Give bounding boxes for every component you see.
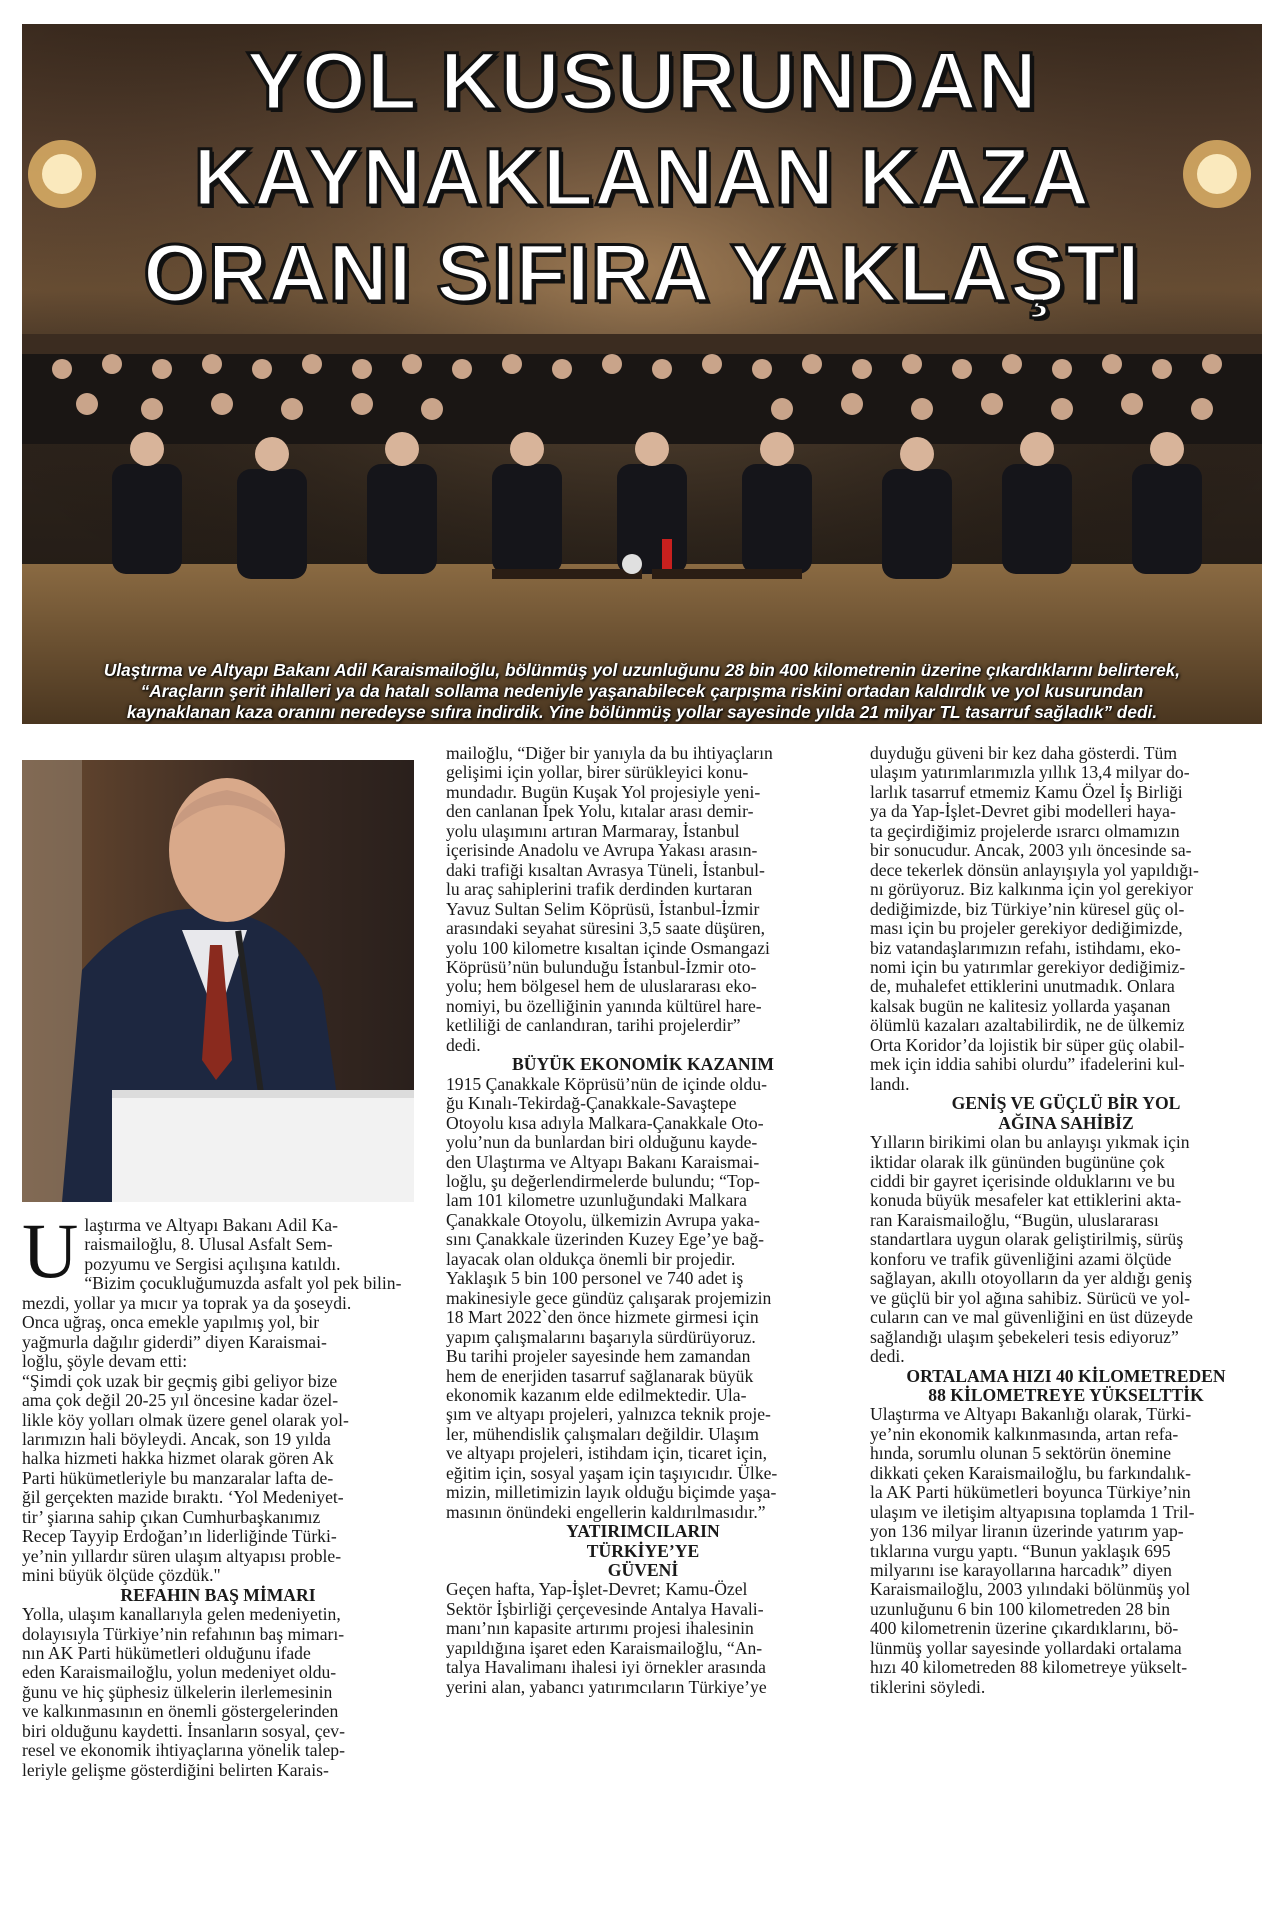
text-line: Bu tarihi projeler sayesinde hem zamandan — [446, 1346, 751, 1367]
text-line: talya Havalimanı ihalesi iyi örnekler arasında — [446, 1657, 766, 1678]
text-line: tiklerini söyledi. — [870, 1676, 986, 1697]
text-line: lu araç sahiplerini trafik derdinden kurtaran — [446, 879, 753, 900]
text-line: ulaşım yatırımlarımızla yıllık 13,4 milyar do- — [870, 762, 1190, 783]
text-line: mizin, milletimizin layık olduğu biçimde yaşa- — [446, 1482, 777, 1503]
text-line: Otoyolu kısa adıyla Malkara-Çanakkale Oto- — [446, 1112, 764, 1133]
text-line: loğlu, şöyle devam etti: — [22, 1351, 188, 1372]
text-line: biz vatandaşlarımızın refahı, istihdamı, eko- — [870, 937, 1181, 958]
text-line: hızı 40 kilometreden 88 kilometreye yükselt- — [870, 1657, 1188, 1678]
subheading: REFAHIN BAŞ MİMARI — [120, 1584, 316, 1605]
paragraph — [22, 1605, 414, 1780]
text-line: konuda büyük mesafeler kat ettiklerini akta- — [870, 1190, 1182, 1211]
text-line: şım ve altyapı projeleri, yalnızca teknik proje- — [446, 1404, 771, 1425]
paragraph — [446, 744, 840, 1055]
paragraph — [870, 1405, 1262, 1697]
text-line: laştırma ve Altyapı Bakanı Adil Ka- — [84, 1215, 338, 1235]
text-line: daki trafiği kısaltan Avrasya Tüneli, İstanbul- — [446, 859, 765, 880]
text-line: Ulaştırma ve Altyapı Bakanlığı olarak, Türki- — [870, 1404, 1192, 1425]
text-line: arasındaki seyahat süresini 3,5 saate düşüren, — [446, 918, 766, 939]
article-column-1 — [22, 1207, 414, 1780]
text-line: ması için bu projeler gerekiyor dediğimizde, — [870, 918, 1183, 939]
text-line: resel ve ekonomik ihtiyaçlarına yönelik talep- — [22, 1740, 345, 1761]
text-line: layacak olan oldukça önemli bir projedir. — [446, 1248, 736, 1269]
text-line: ta geçirdiğimiz projelerde ısrarcı olmamızın — [870, 820, 1180, 841]
text-line: masının önündeki engellerin kaldırılmasıdır.” — [446, 1501, 766, 1522]
text-line: Köprüsü’nün bulunduğu İstanbul-İzmir oto- — [446, 956, 757, 977]
text-line: hem de enerjiden tasarruf sağlanarak büyük — [446, 1365, 754, 1386]
text-line: nomiyi, bu özelliğinin yanında kültürel hare- — [446, 995, 762, 1016]
text-line: ve kalkınmasının en önemli göstergelerinden — [22, 1701, 339, 1722]
text-line: yon 136 milyar liranın üzerinde yatırım yap- — [870, 1521, 1184, 1542]
text-line: Karaismailoğlu, 2003 yılındaki bölünmüş yol — [870, 1579, 1191, 1600]
text-line: larlık tasarruf etmemiz Kamu Özel İş Birliği — [870, 781, 1183, 802]
text-line: Orta Koridor’da lojistik bir süper güç olabil- — [870, 1034, 1185, 1055]
text-line: halka hizmeti hakka hizmet olarak gören Ak — [22, 1448, 334, 1469]
text-line: standartlara uygun olarak geliştirilmiş, sürüş — [870, 1229, 1184, 1250]
photo-caption — [22, 660, 1262, 724]
text-line: “Şimdi çok uzak bir geçmiş gibi geliyor bize — [22, 1370, 338, 1391]
text-line: Parti hükümetleriyle bu manzaralar lafta de- — [22, 1467, 334, 1488]
subheading: AĞINA SAHİBİZ — [998, 1112, 1134, 1133]
text-line: mailoğlu, “Diğer bir yanıyla da bu ihtiyaçların — [446, 743, 773, 763]
text-line: de, muhalefet ettiklerini unutmadık. Onlara — [870, 976, 1175, 997]
text-line: Yolla, ulaşım kanallarıyla gelen medeniyetin, — [22, 1604, 341, 1625]
subheading: GÜVENİ — [607, 1560, 679, 1581]
text-line: ekonomik kazanım elde edilmektedir. Ula- — [446, 1384, 747, 1405]
text-line: dikkati çeken Karaismailoğlu, bu farkındalık- — [870, 1462, 1191, 1483]
subheading: ORTALAMA HIZI 40 KİLOMETREDEN — [906, 1365, 1226, 1386]
text-line: Çanakkale Otoyolu, ülkemizin Avrupa yaka- — [446, 1209, 760, 1230]
paragraph — [22, 1274, 414, 1585]
text-line: pozyumu ve Sergisi açılışına katıldı. — [84, 1253, 341, 1274]
text-line: sını Çanakkale üzerinden Kuzey Ege’ye bağ- — [446, 1229, 765, 1250]
text-line: nın AK Parti hükümetleri olduğunu ifade — [22, 1642, 311, 1663]
text-line: biri olduğunu kaydetti. İnsanların sosyal, çev- — [22, 1720, 345, 1741]
text-line: mek için iddia sahibi olurdu” ifadelerini kul- — [870, 1054, 1185, 1075]
subheading: TÜRKİYE’YE — [586, 1540, 700, 1561]
text-line: likle köy yolları olmak üzere genel olarak yol- — [22, 1409, 349, 1430]
text-line: yolu 100 kilometre kısaltan içinde Osmangazi — [446, 937, 770, 958]
text-line: tıklarına vurgu yaptı. “Bunun yaklaşık 695 — [870, 1540, 1171, 1561]
text-line: sağlandığı ulaşım şebekeleri tesis ediyoruz” — [870, 1326, 1179, 1347]
text-line: Yavuz Sultan Selim Köprüsü, İstanbul-İzmir — [446, 898, 760, 919]
text-line: uzunluğunu 6 bin 100 kilometreden 28 bin — [870, 1598, 1171, 1619]
text-line: lam 101 kilometre uzunluğundaki Malkara — [446, 1190, 747, 1211]
text-line: yerini alan, yabancı yatırımcıların Türkiye’ye — [446, 1676, 767, 1697]
text-line: larımızın hali böyleydi. Ancak, son 19 yılda — [22, 1428, 331, 1449]
text-line: ölümlü kazaları azaltabilirdik, ne de ülkemiz — [870, 1015, 1185, 1036]
headline — [22, 34, 1262, 322]
text-line: mundadır. Bugün Kuşak Yol projesiyle yeni- — [446, 781, 761, 802]
text-line: ye’nin ekonomik kalkınmasında, artan refa- — [870, 1423, 1179, 1444]
text-line: ğunu ve hiç şüphesiz ülkelerin ilerlemesinin — [22, 1681, 333, 1702]
headline-line: KAYNAKLANAN KAZA — [193, 132, 1091, 223]
text-line: bir sonucudur. Ancak, 2003 yılı öncesinde sa- — [870, 840, 1192, 861]
text-line: içerisinde Anadolu ve Avrupa Yakası arasın- — [446, 840, 758, 861]
text-line: yağmurla dağılır giderdi” diyen Karaismai- — [22, 1331, 327, 1352]
text-line: lünmüş yollar sayesinde yollardaki ortalama — [870, 1637, 1182, 1658]
text-line: sağlayan, akıllı otoyolların da yer aldığı geniş — [870, 1268, 1192, 1289]
text-line: 18 Mart 2022`den önce hizmete girmesi için — [446, 1307, 759, 1328]
text-line: la AK Parti hükümetleri boyunca Türkiye’nin — [870, 1482, 1191, 1503]
text-line: ğil gerçekten mazide bıraktı. ‘Yol Medeniyet- — [22, 1487, 344, 1508]
text-line: loğlu, şu değerlendirmelerde bulundu; “Top- — [446, 1170, 760, 1191]
article-column-3 — [870, 744, 1262, 1697]
text-line: Yılların birikimi olan bu anlayışı yıkmak için — [870, 1132, 1190, 1153]
text-line: ya da Yap-İşlet-Devret gibi modelleri haya- — [870, 801, 1176, 822]
text-line: makinesiyle gece gündüz çalışarak projemizin — [446, 1287, 772, 1308]
text-line: 1915 Çanakkale Köprüsü’nün de içinde oldu- — [446, 1073, 768, 1094]
article-column-2 — [446, 744, 840, 1697]
text-line: nomi için bu yatırımlar gerekiyor dediğimiz- — [870, 956, 1186, 977]
subheading: YATIRIMCILARIN — [566, 1521, 720, 1542]
text-line: ciddi bir gayret içerisinde olduklarını ve bu — [870, 1170, 1175, 1191]
text-line: kalsak bugün ne kalitesiz yollarda yaşanan — [870, 995, 1171, 1016]
text-line: ve altyapı projeleri, istihdam için, ticaret için, — [446, 1443, 767, 1464]
text-line: yapıldığına işaret eden Karaismailoğlu, “An- — [446, 1637, 763, 1658]
text-line: ler, mühendislik çalışmaları değildir. Ulaşım — [446, 1423, 759, 1444]
text-line: ama çok değil 20-25 yıl öncesine kadar özel- — [22, 1390, 339, 1411]
text-line: 400 kilometrenin üzerine çıkardıklarını, bö- — [870, 1618, 1179, 1639]
dropcap: U — [22, 1207, 79, 1294]
subheading: BÜYÜK EKONOMİK KAZANIM — [512, 1054, 774, 1075]
text-line: cuların can ve mal güvenliğini en üst düzeyde — [870, 1307, 1193, 1328]
text-line: gelişimi için yollar, birer sürükleyici konu- — [446, 762, 749, 783]
text-line: eğitim için, sosyal yaşam için taşıyıcıdır. Ülke- — [446, 1462, 778, 1483]
text-line: manı’nın kapasite artırımı projesi ihalesinin — [446, 1618, 754, 1639]
text-line: Onca uğraş, onca emekle yapılmış yol, bir — [22, 1312, 320, 1333]
text-line: leriyle gelişme gösterdiğini belirten Karais- — [22, 1759, 329, 1780]
caption-line: Ulaştırma ve Altyapı Bakanı Adil Karaismailoğlu, bölünmüş yol uzunluğunu 28 bin 400 kilometrenin üzerine çıkardıklarını belirterek, — [103, 660, 1181, 680]
text-line: yolu; hem bölgesel hem de uluslararası eko- — [446, 976, 757, 997]
text-line: eden Karaismailoğlu, yolun medeniyet oldu- — [22, 1662, 337, 1683]
text-line: milyarını ise karayollarına harcadık” diyen — [870, 1560, 1172, 1581]
text-line: dedi. — [446, 1034, 481, 1055]
headline-line: YOL KUSURUNDAN — [246, 36, 1038, 127]
subheading: GENİŞ VE GÜÇLÜ BİR YOL — [951, 1093, 1181, 1114]
text-line: Sektör İşbirliği çerçevesinde Antalya Havali- — [446, 1598, 764, 1619]
paragraph — [870, 744, 1262, 1094]
text-line: ğu Kınalı-Tekirdağ-Çanakkale-Savaştepe — [446, 1093, 737, 1114]
paragraph — [446, 1075, 840, 1522]
subheading: 88 KİLOMETREYE YÜKSELTTİK — [928, 1384, 1204, 1405]
text-line: dedi. — [870, 1346, 905, 1367]
text-line: mezdi, yollar ya mıcır ya toprak ya da şoseydi. — [22, 1292, 352, 1313]
text-line: ulaşım ve iletişim altyapısına toplamda 1 Tril- — [870, 1501, 1195, 1522]
caption-line: kaynaklanan kaza oranını neredeyse sıfıra indirdik. Yine bölünmüş yollar sayesinde yılda 21 milyar TL tasarruf sağladık” dedi. — [126, 702, 1158, 722]
text-line: nı görüyoruz. Biz kalkınma için yol gerekiyor — [870, 879, 1193, 900]
text-line: Yaklaşık 5 bin 100 personel ve 740 adet iş — [446, 1268, 744, 1289]
text-line: Recep Tayyip Erdoğan’ın liderliğinde Türki- — [22, 1526, 337, 1547]
text-line: den canlanan İpek Yolu, kıtalar arası demir- — [446, 801, 754, 822]
minister-photo — [22, 760, 414, 1202]
text-line: yolu’nun da bunlardan biri olduğunu kayde- — [446, 1132, 758, 1153]
text-line: ran Karaismailoğlu, “Bugün, uluslararası — [870, 1209, 1159, 1230]
text-line: ye’nin yıllardır süren ulaşım altyapısı proble- — [22, 1545, 342, 1566]
text-line: landı. — [870, 1073, 910, 1094]
text-line: yapım çalışmalarını başarıyla sürdürüyoruz. — [446, 1326, 756, 1347]
caption-line: “Araçların şerit ihlalleri ya da hatalı sollama nedeniyle yaşanabilecek çarpışma riskini ortadan kaldırdık ve yol kusurundan — [140, 681, 1144, 701]
headline-line: ORANI SIFIRA YAKLAŞTI — [143, 228, 1141, 319]
minister-speaking-illustration — [22, 760, 414, 1202]
text-line: Geçen hafta, Yap-İşlet-Devret; Kamu-Özel — [446, 1579, 748, 1600]
paragraph — [446, 1580, 840, 1697]
text-line: duyduğu güveni bir kez daha gösterdi. Tüm — [870, 743, 1178, 763]
text-line: “Bizim çocukluğumuzda asfalt yol pek bilin- — [84, 1273, 402, 1294]
text-line: dolayısıyla Türkiye’nin refahının baş mimarı- — [22, 1623, 345, 1644]
text-line: ve güçlü bir yol ağına sahibiz. Sürücü ve yol- — [870, 1287, 1191, 1308]
text-line: tir’ şiarına sahip çıkan Cumhurbaşkanımız — [22, 1506, 321, 1527]
text-line: raismailoğlu, 8. Ulusal Asfalt Sem- — [84, 1234, 333, 1255]
text-line: ketliliği de canlandıran, tarihi projelerdir” — [446, 1015, 741, 1036]
text-line: hında, sorumlu olunan 5 sektörün önemine — [870, 1443, 1172, 1464]
paragraph — [870, 1133, 1262, 1366]
text-line: dediğimizde, biz Türkiye’nin küresel güç ol- — [870, 898, 1185, 919]
hero-photo — [22, 24, 1262, 724]
text-line: den Ulaştırma ve Altyapı Bakanı Karaismai- — [446, 1151, 760, 1172]
text-line: konforu ve trafik güvenliğini azami ölçüde — [870, 1248, 1172, 1269]
text-line: yolu ulaşımını artıran Marmaray, İstanbul — [446, 820, 740, 841]
text-line: mini büyük ölçüde çözdük." — [22, 1565, 221, 1586]
text-line: iktidar olarak ilk gününden bugününe çok — [870, 1151, 1165, 1172]
text-line: dece tekerlek dönsün anlayışıyla yol yapıldığı- — [870, 859, 1199, 880]
